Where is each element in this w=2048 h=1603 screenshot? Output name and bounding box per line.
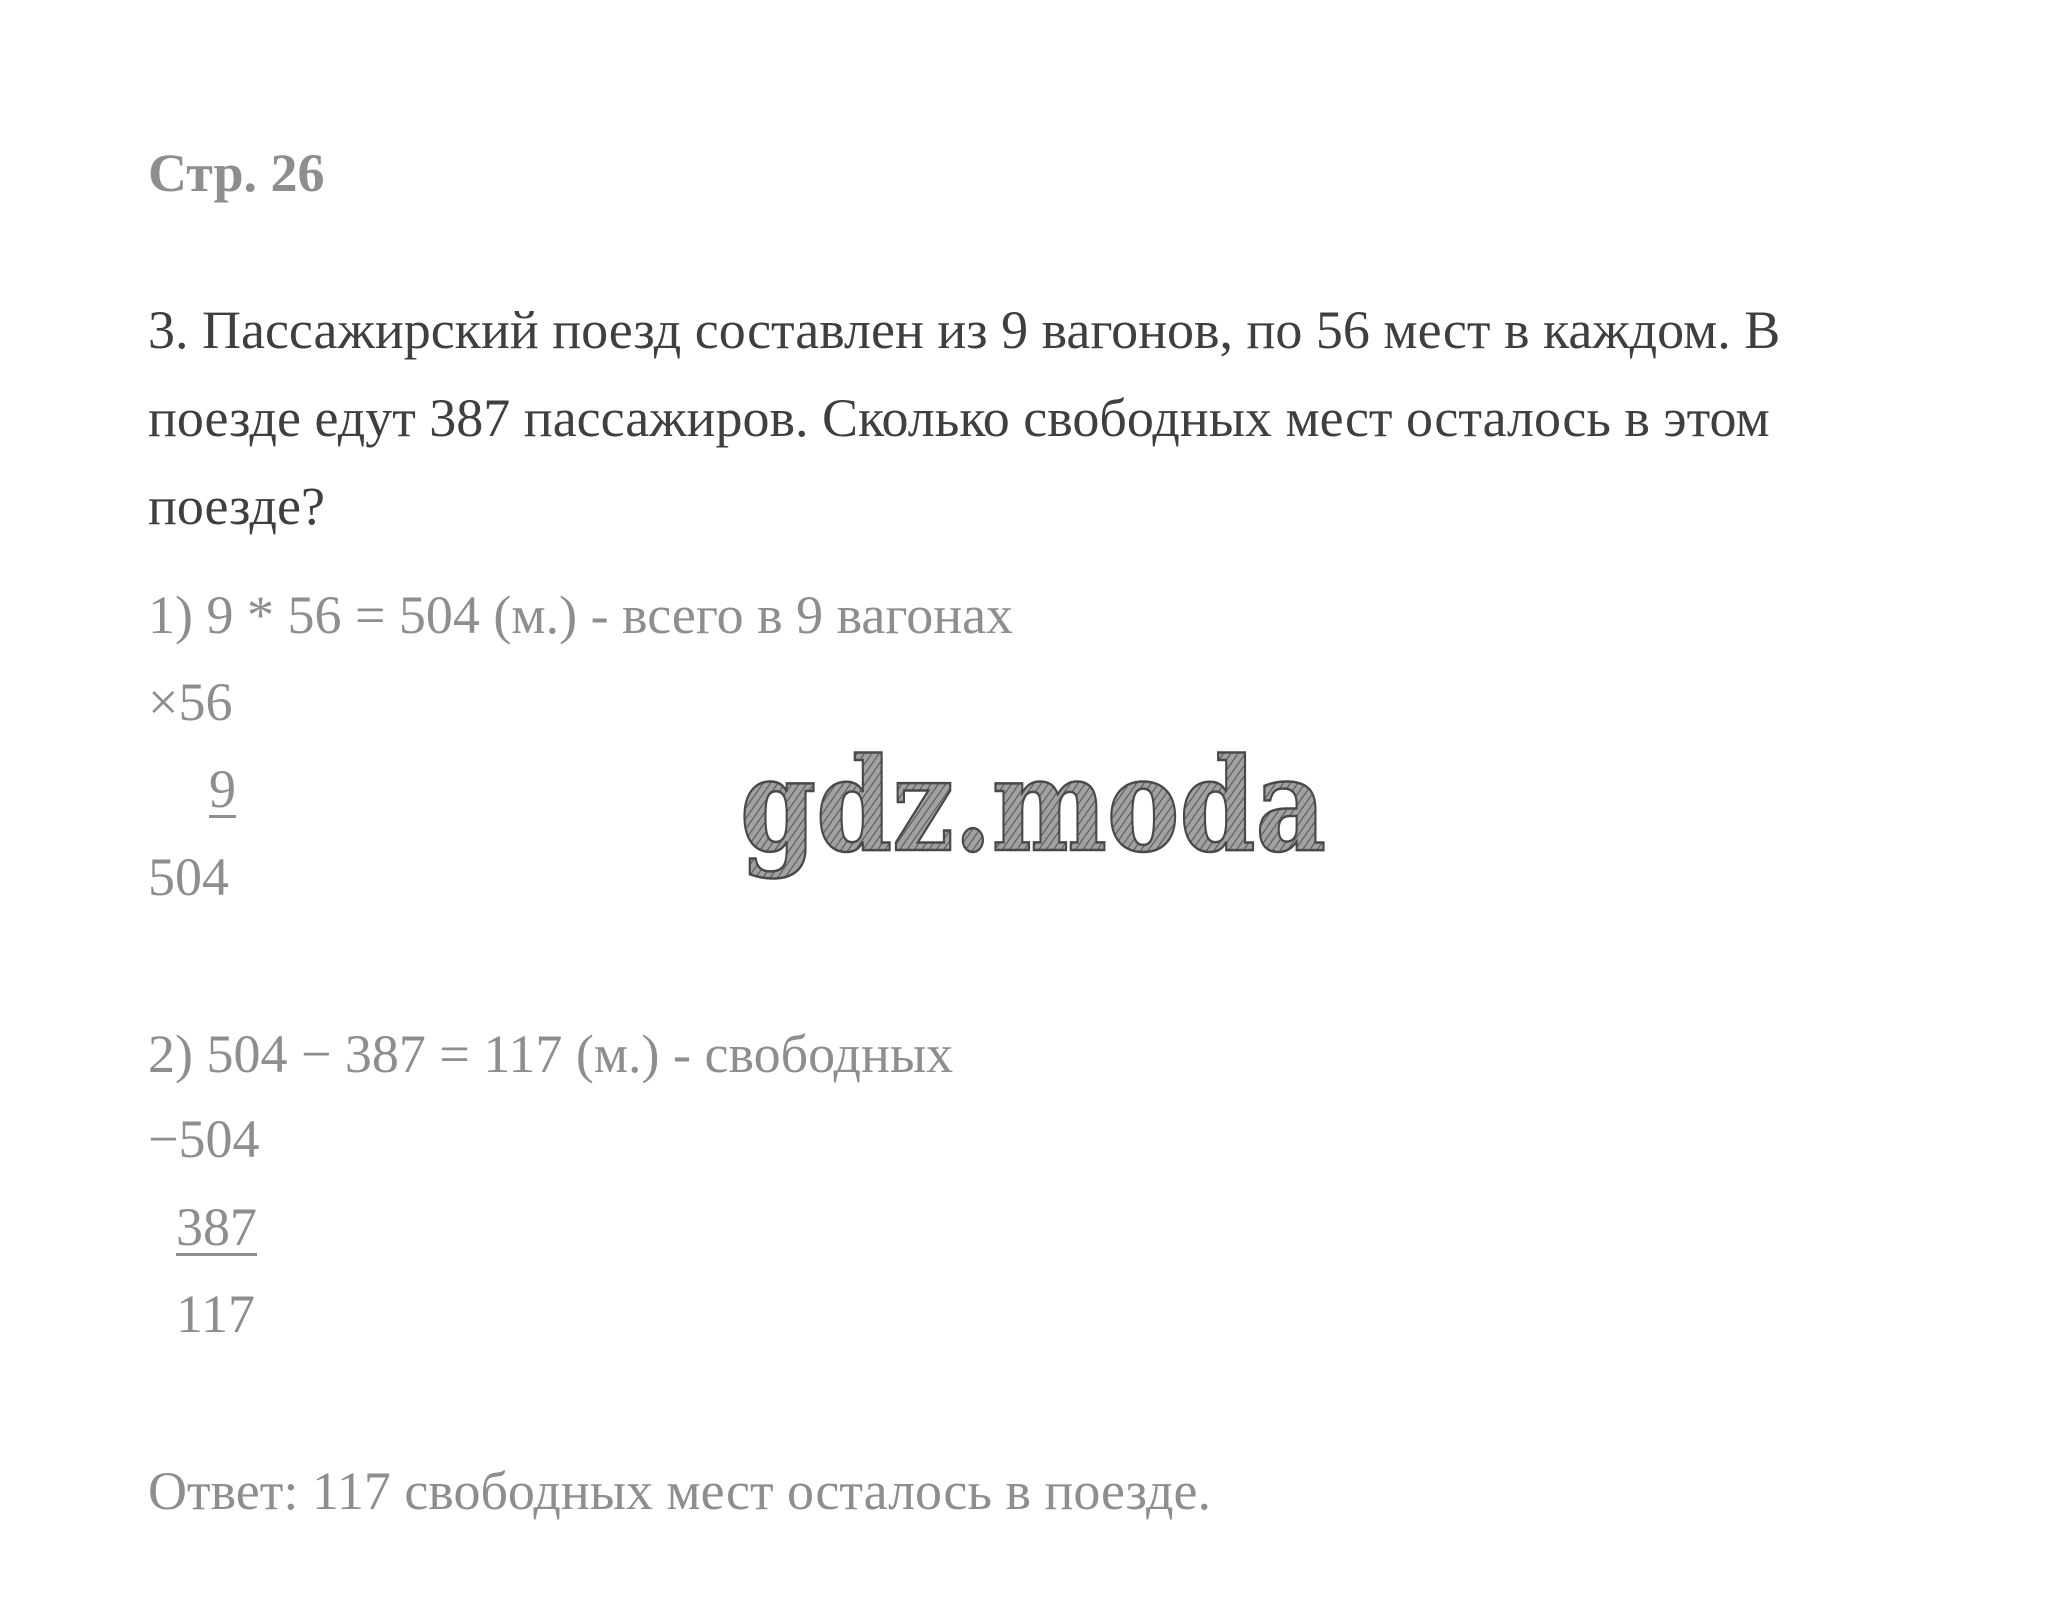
watermark-logo: [740, 731, 1330, 892]
task-line-1: 3. Пассажирский поезд составлен из 9 вагонов, по 56 мест в каждом. В: [148, 300, 1781, 360]
step-2-operand-2: [176, 1197, 257, 1257]
task-statement: [148, 286, 1948, 550]
step-1-equation: 1) 9 * 56 = 504 (м.) - всего в 9 вагонах: [148, 585, 1014, 645]
step-2-operand-1: −504: [148, 1109, 260, 1169]
step-2-equation: 2) 504 − 387 = 117 (м.) - свободных: [148, 1024, 954, 1084]
task-line-2: поезде едут 387 пассажиров. Сколько свободных мест осталось в этом: [148, 388, 1770, 448]
step-1-operand-2-value: 9: [209, 759, 236, 819]
step-1-operand-2: [148, 759, 236, 819]
watermark-text: gdz.moda: [740, 731, 1326, 881]
page-reference: Стр. 26: [148, 143, 325, 203]
answer: Ответ: 117 свободных мест осталось в поезде.: [148, 1461, 1211, 1521]
step-2-result: 117: [176, 1284, 255, 1344]
step-1-operand-1: ×56: [148, 672, 233, 732]
task-line-3: поезде?: [148, 476, 325, 536]
step-2-operand-2-value: 387: [176, 1197, 257, 1257]
step-1-result: 504: [148, 847, 229, 907]
